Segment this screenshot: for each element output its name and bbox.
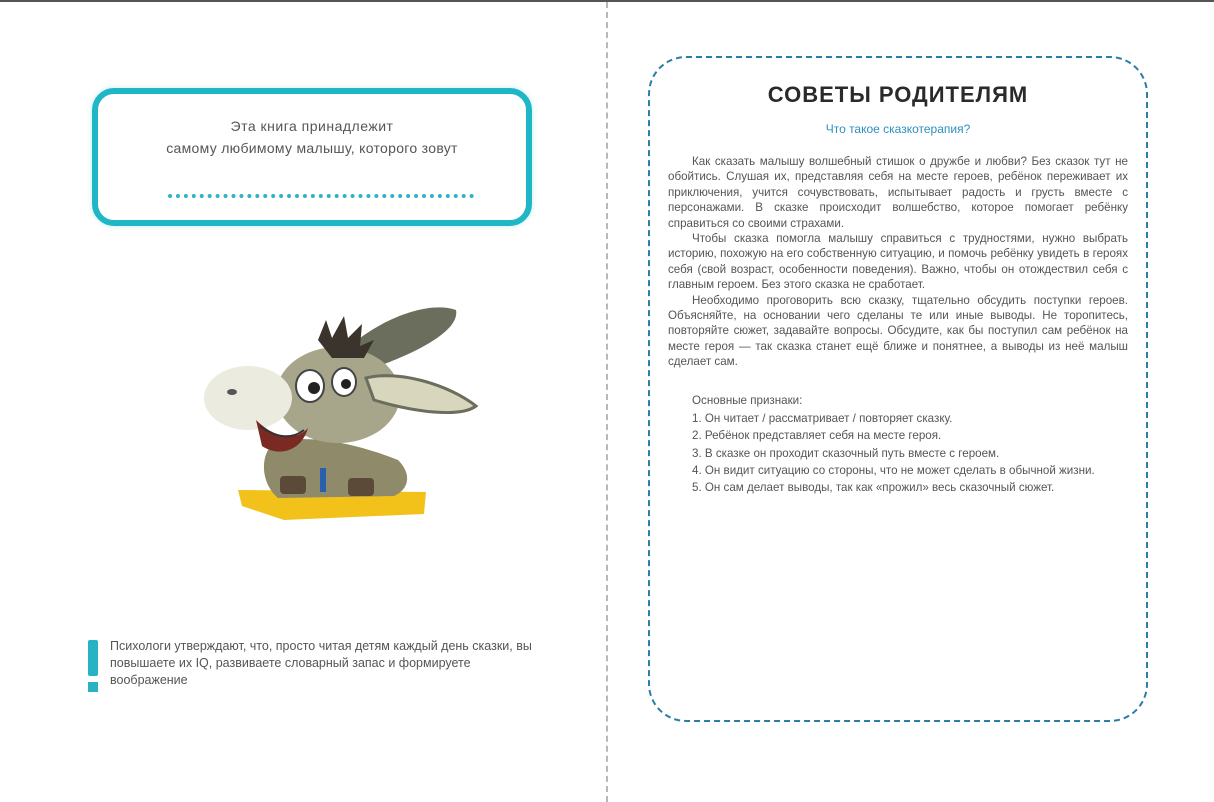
advice-paragraph: Необходимо проговорить всю сказку, тщательно обсудить поступки героев. Объясняйте, на основании чего сделаны те или иные выводы. Не торопитесь, повторяйте сюжет, задавайте вопросы. Обсудите, как бы поступил сам ребёнок на месте героя — так сказка станет ещё ближе и понятнее, а выводы из неё малыш сделает сам. (668, 293, 1128, 369)
parent-note (86, 638, 556, 698)
advice-box (648, 56, 1148, 722)
book-spine (606, 2, 608, 802)
owner-box (92, 88, 532, 226)
owner-line-1: Эта книга принадлежит (230, 118, 394, 134)
sign-item: 1. Он читает / рассматривает / повторяет сказку. (692, 411, 953, 425)
exclamation-icon (86, 638, 100, 694)
sign-item: 2. Ребёнок представляет себя на месте героя. (692, 429, 942, 443)
donkey-nostril (227, 389, 237, 395)
sign-item: 4. Он видит ситуацию со стороны, что не может сделать в обычной жизни. (692, 463, 1095, 477)
sign-item: 3. В сказке он проходит сказочный путь вместе с героем. (692, 446, 1000, 460)
note-text: Психологи утверждают, что, просто читая детям каждый день сказки, вы повышаете их IQ, развиваете словарный запас и формируете воображение (110, 639, 532, 687)
owner-name-line (168, 194, 474, 198)
owner-line-2: самому любимому малышу, которого зовут (166, 140, 458, 156)
donkey-hoof-left (280, 476, 306, 494)
advice-title: СОВЕТЫ РОДИТЕЛЯМ (767, 82, 1029, 107)
donkey-hoof-right (348, 478, 374, 496)
advice-body (668, 154, 1128, 498)
donkey-snout (204, 366, 292, 430)
signs-title: Основные признаки: (692, 393, 803, 407)
sign-item: 5. Он сам делает выводы, так как «прожил» весь сказочный сюжет. (692, 481, 1055, 495)
donkey-illustration (198, 300, 488, 525)
advice-paragraph: Как сказать малышу волшебный стишок о дружбе и любви? Без сказок тут не обойтись. Слушая их, представляя себя на месте героев, ребёнок переживает их приключения, учится сочувствовать, испытывает радость и грусть вместе с персонажами. В сказке происходит волшебство, которое помогает ребёнку справиться со своими страхами. (668, 155, 1128, 230)
advice-subtitle: Что такое сказкотерапия? (825, 122, 971, 136)
advice-paragraph: Чтобы сказка помогла малышу справиться с трудностями, нужно выбрать историю, похожую на его собственную ситуацию, и помочь ребёнку увидеть в героях себя (свой возраст, особенности поведения). Важно, чтобы он отождествил себя с главным героем. Без этого сказка не сработает. (668, 232, 1128, 292)
